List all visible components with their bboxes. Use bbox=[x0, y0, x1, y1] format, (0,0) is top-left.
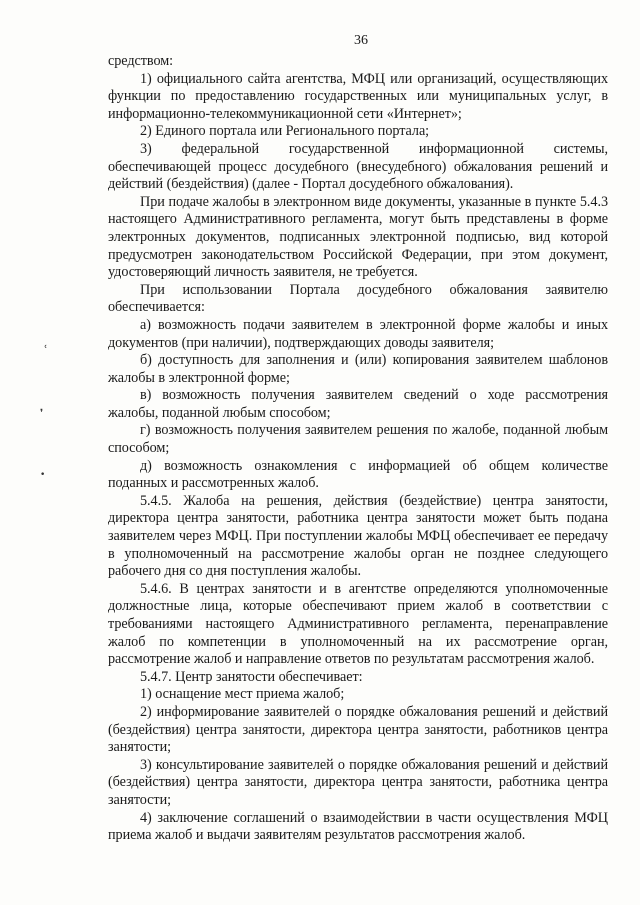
list-item-g: г) возможность получения заявителем решения по жалобе, поданной любым способом; bbox=[108, 422, 608, 457]
list-item-2-unified-portal: 2) Единого портала или Регионального портала; bbox=[140, 123, 430, 140]
section-5-4-6: 5.4.6. В центрах занятости и в агентстве определяются уполномоченные должностные лица, которые обеспечивают прием жалоб в соответствии с требованиями настоящего Административного регламента, перенаправление жалоб по компетенции в уполномоченный на их рассмотрение орган, рассмотрение жалоб и направление ответов по результатам рассмотрения жалоб. bbox=[108, 580, 608, 668]
duty-item-4: 4) заключение соглашений о взаимодействии в части осуществления МФЦ приема жалоб и выдачи заявителям результатов рассмотрения жалоб. bbox=[108, 809, 608, 844]
paragraph-continuation: средством: bbox=[108, 53, 174, 69]
duty-item-1: 1) оснащение мест приема жалоб; bbox=[140, 686, 345, 703]
list-item-1-official-site: 1) официального сайта агентства, МФЦ или организаций, осуществляющих функции по предоставлению государственных или муниципальных услуг, в информационно-телекоммуникационной сети «Интернет»; bbox=[108, 70, 608, 122]
list-item-3-federal-system: 3) федеральной государственной информационной системы, обеспечивающей процесс досудебного (внесудебного) обжалования решений и действий (бездействия) (далее - Портал досудебного обжалования). bbox=[108, 140, 608, 193]
list-item-a: а) возможность подачи заявителем в электронной форме жалобы и иных документов (при наличии), подтверждающих доводы заявителя; bbox=[108, 316, 608, 351]
paragraph-electronic-submission: При подаче жалобы в электронном виде документы, указанные в пункте 5.4.3 настоящего Административного регламента, могут быть представлены в форме электронных документов, подписанных электронной подписью, вид которой предусмотрен законодательством Российской Федерации, при этом документ, удостоверяющий личность заявителя, не требуется. bbox=[108, 193, 608, 281]
list-item-v: в) возможность получения заявителем сведений о ходе рассмотрения жалобы, поданной любым способом; bbox=[108, 387, 608, 421]
paragraph-portal-provides: При использовании Портала досудебного обжалования заявителю обеспечивается: bbox=[108, 281, 608, 316]
scan-mark: ❜ bbox=[40, 408, 44, 419]
scan-mark: ʿ bbox=[44, 343, 48, 357]
section-5-4-5: 5.4.5. Жалоба на решения, действия (бездействие) центра занятости, директора центра занятости, работника центра занятости может быть подана заявителем через МФЦ. При поступлении жалобы МФЦ обеспечивает ее передачу в уполномоченный на рассмотрение жалобы орган не позднее следующего рабочего дня со дня поступления жалобы. bbox=[108, 492, 608, 580]
list-item-b: б) доступность для заполнения и (или) копирования заявителем шаблонов жалобы в электронной форме; bbox=[108, 352, 608, 386]
list-item-d: д) возможность ознакомления с информацией об общем количестве поданных и рассмотренных жалоб. bbox=[108, 457, 608, 492]
duty-item-2: 2) информирование заявителей о порядке обжалования решений и действий (бездействия) центра занятости, директора центра занятости, работников центра занятости; bbox=[108, 703, 608, 756]
scan-mark: • bbox=[40, 470, 46, 480]
document-body bbox=[108, 53, 608, 845]
duty-item-3: 3) консультирование заявителей о порядке обжалования решений и действий (бездействия) центра занятости, директора центра занятости, работника центра занятости; bbox=[108, 756, 608, 808]
page-number: 36 bbox=[354, 33, 368, 48]
section-5-4-7: 5.4.7. Центр занятости обеспечивает: bbox=[140, 668, 363, 685]
